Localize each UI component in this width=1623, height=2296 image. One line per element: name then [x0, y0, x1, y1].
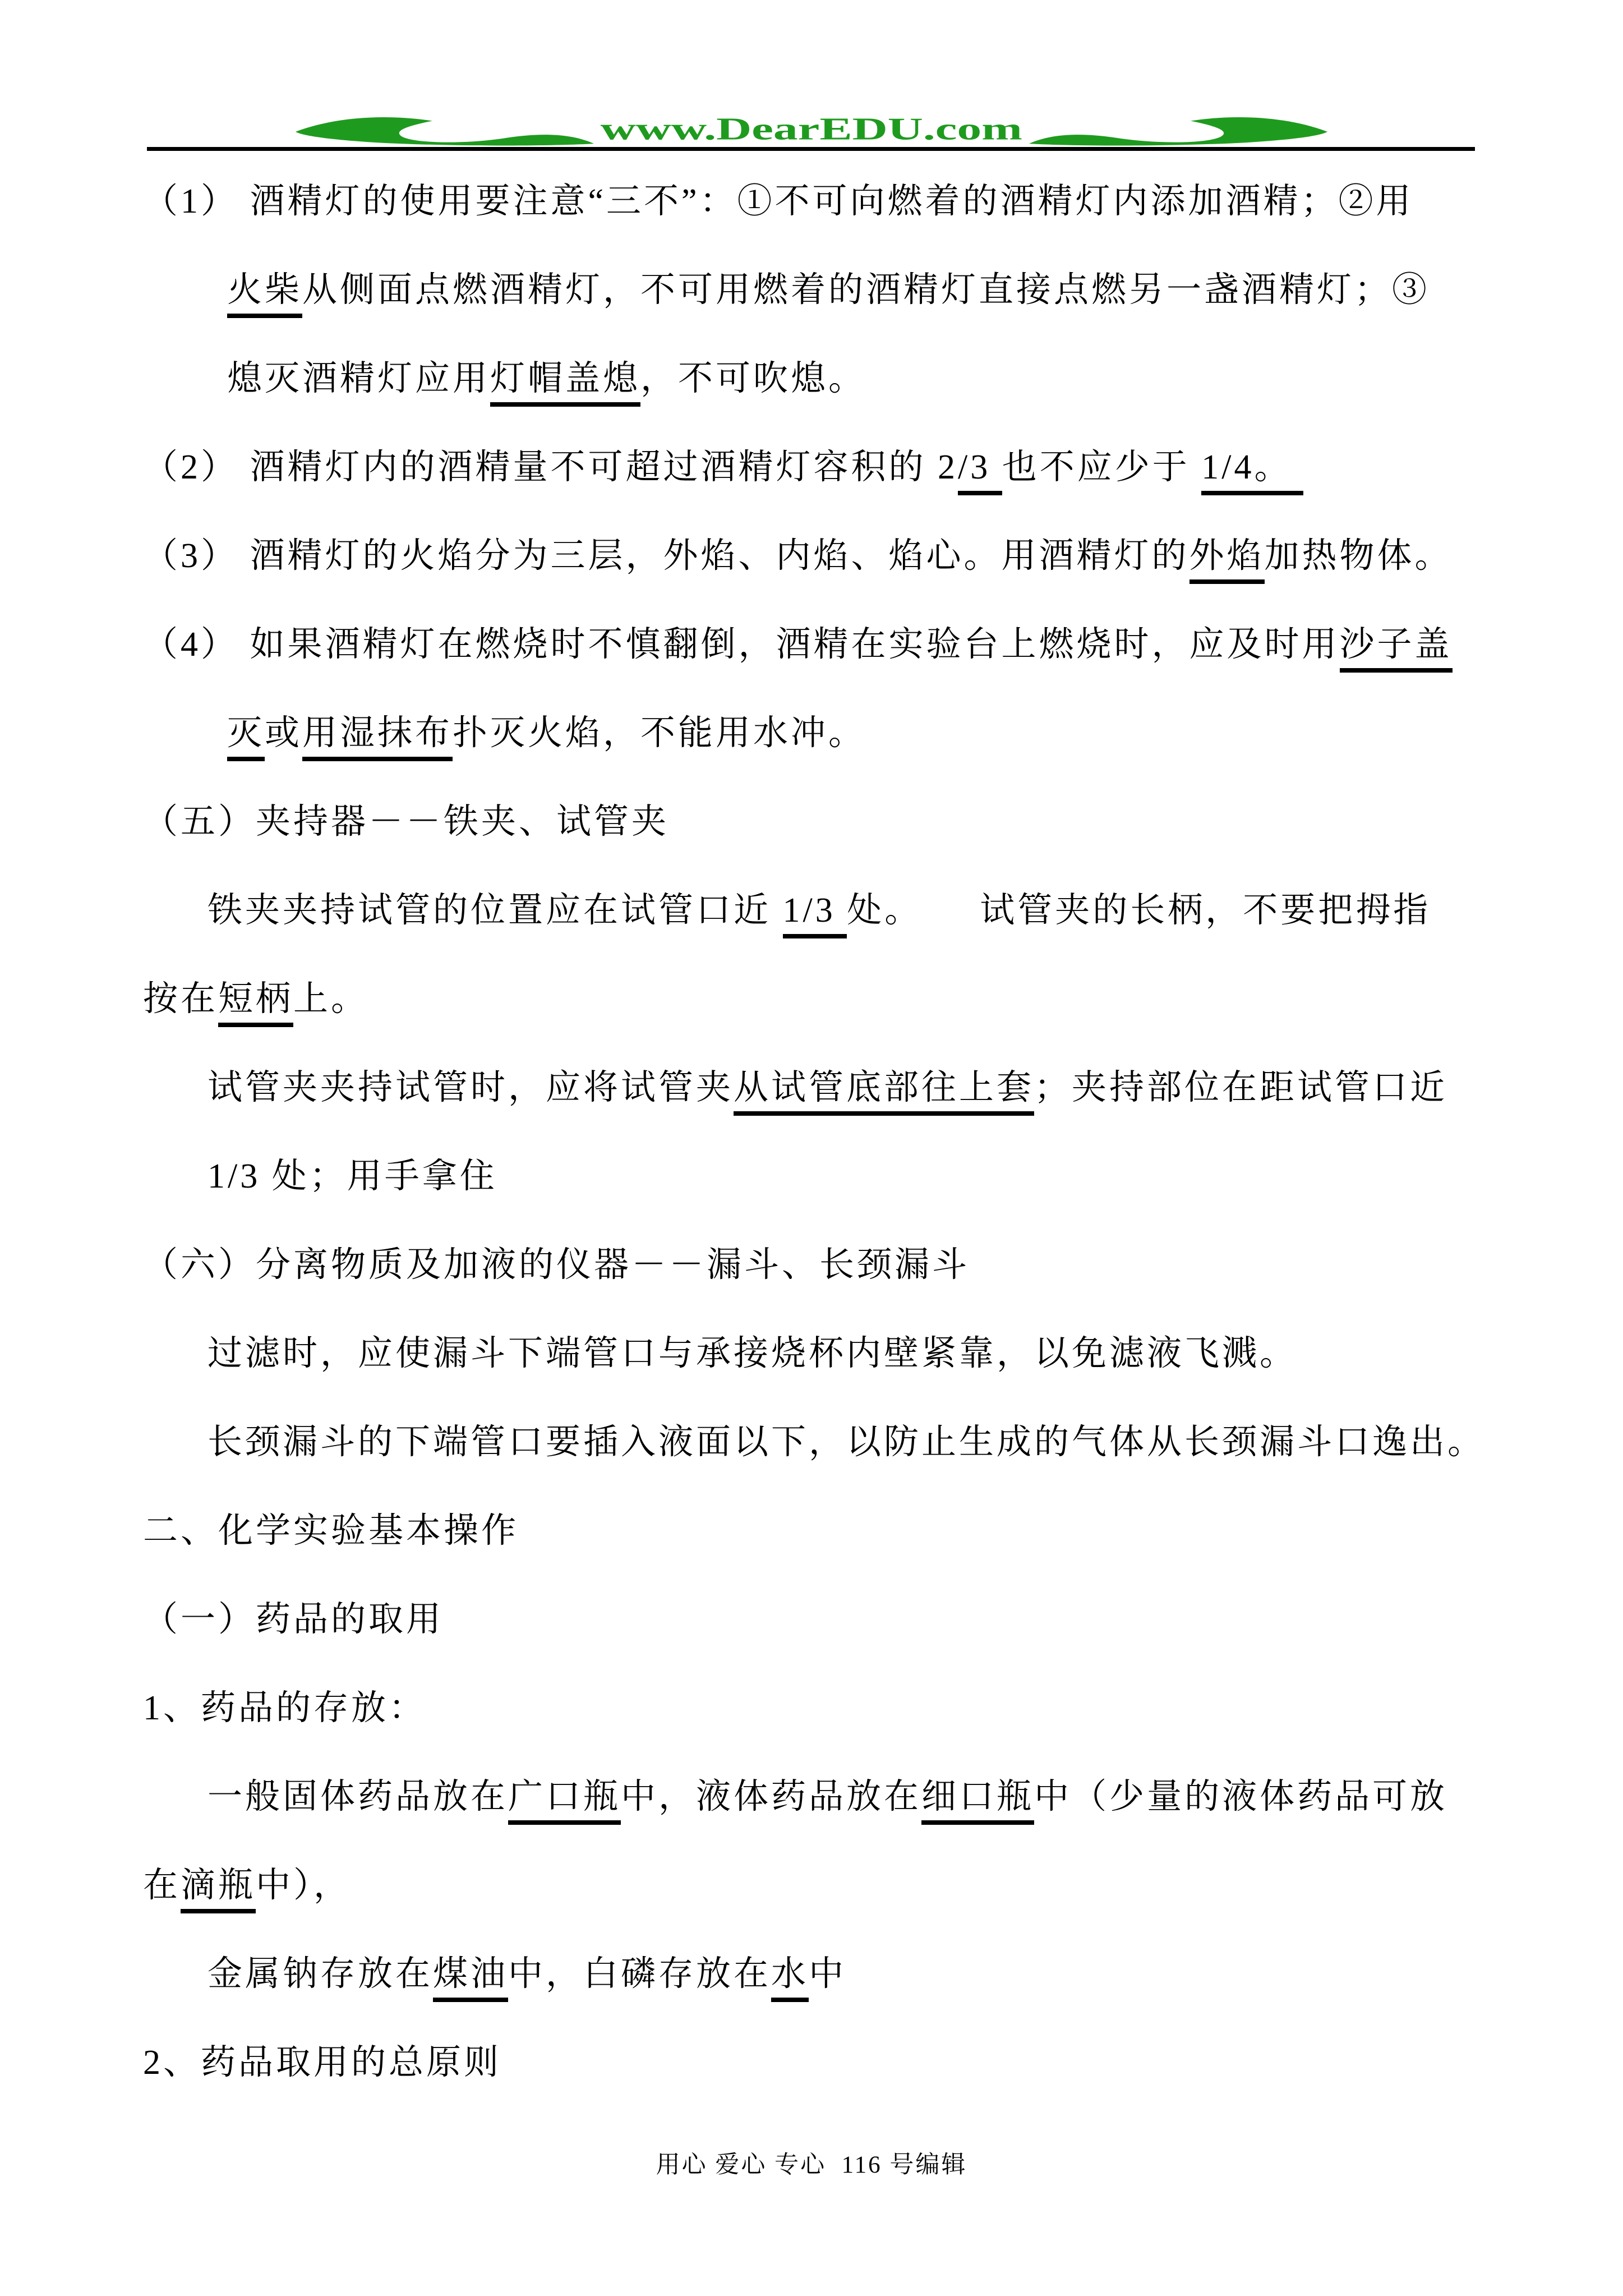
- text-line: [0, 1841, 1623, 1930]
- text-line: [0, 1487, 1623, 1575]
- logo-swoosh-right-icon: [1027, 113, 1330, 146]
- underlined-text: 1/4。: [1201, 448, 1303, 495]
- text-run: （4） 如果酒精灯在燃烧时不慎翻倒，酒精在实验台上燃烧时，应及时用: [143, 625, 1340, 664]
- text-run: 一般固体药品放在: [208, 1778, 509, 1816]
- text-run: 加热物体。: [1264, 537, 1453, 575]
- underlined-text: 广口瓶: [508, 1778, 621, 1825]
- text-run: 1、药品的存放：: [143, 1689, 427, 1727]
- text-line: [0, 1221, 1623, 1309]
- text-run: 金属钠存放在: [208, 1955, 434, 1993]
- text-run: 中，白磷存放在: [508, 1955, 772, 1993]
- text-run: （2） 酒精灯内的酒精量不可超过酒精灯容积的 2: [143, 448, 958, 486]
- document-lines: [0, 157, 1623, 2107]
- text-line: [0, 689, 1623, 777]
- text-line: [0, 1930, 1623, 2018]
- underlined-text: 沙子盖: [1340, 625, 1453, 673]
- site-logo: [0, 110, 1623, 149]
- logo-text: www.DearEDU.com: [600, 112, 1023, 147]
- text-line: [0, 1752, 1623, 1841]
- text-run: ，不可吹熄。: [640, 360, 866, 398]
- text-run: 处。 试管夹的长柄，不要把拇指: [847, 891, 1431, 930]
- text-line: [0, 1664, 1623, 1752]
- text-run: 扑灭火焰，不能用水冲。: [453, 714, 866, 752]
- underlined-text: 短柄: [218, 980, 293, 1027]
- underlined-text: 细口瓶: [921, 1778, 1034, 1825]
- text-run: 中），: [256, 1866, 352, 1904]
- text-run: 长颈漏斗的下端管口要插入液面以下，以防止生成的气体从长颈漏斗口逸出。: [208, 1423, 1486, 1461]
- underlined-text: 滴瓶: [181, 1866, 256, 1913]
- text-run: 铁夹夹持试管的位置应在试管口近: [208, 891, 783, 930]
- text-run: 中，液体药品放在: [621, 1778, 922, 1816]
- underlined-text: 用湿抹布: [302, 714, 453, 761]
- text-line: [0, 866, 1623, 955]
- text-run: 1/3 处；用手拿住: [208, 1157, 497, 1195]
- text-line: [0, 1309, 1623, 1398]
- text-run: （3） 酒精灯的火焰分为三层，外焰、内焰、焰心。用酒精灯的: [143, 537, 1189, 575]
- text-run: （六）分离物质及加液的仪器－－漏斗、长颈漏斗: [143, 1246, 970, 1284]
- header-divider: [147, 147, 1475, 151]
- text-run: 试管夹夹持试管时，应将试管夹: [208, 1069, 734, 1107]
- logo-swoosh-left-icon: [293, 113, 596, 146]
- text-line: [0, 600, 1623, 689]
- underlined-text: 从试管底部往上套: [734, 1069, 1034, 1116]
- underlined-text: 1/3: [783, 891, 847, 938]
- text-line: [0, 1575, 1623, 1664]
- footer-note: 用心 爱心 专心 116 号编辑: [656, 2152, 967, 2178]
- text-run: （一）药品的取用: [143, 1600, 444, 1639]
- text-line: [0, 955, 1623, 1043]
- text-run: 中: [809, 1955, 847, 1993]
- text-run: （1） 酒精灯的使用要注意“三不”：①不可向燃着的酒精灯内添加酒精；②用: [143, 182, 1414, 220]
- text-line: [0, 1043, 1623, 1132]
- text-run: 熄灭酒精灯应用: [227, 360, 491, 398]
- text-run: 或: [265, 714, 303, 752]
- text-run: 也不应少于: [1002, 448, 1202, 486]
- text-run: ；夹持部位在距试管口近: [1034, 1069, 1448, 1107]
- text-run: （五）夹持器－－铁夹、试管夹: [143, 803, 670, 841]
- text-run: 从侧面点燃酒精灯，不可用燃着的酒精灯直接点燃另一盏酒精灯；③: [302, 271, 1430, 309]
- text-line: [0, 2018, 1623, 2107]
- text-run: 按在: [143, 980, 219, 1018]
- text-run: 过滤时，应使漏斗下端管口与承接烧杯内壁紧靠，以免滤液飞溅。: [208, 1335, 1298, 1373]
- underlined-text: 水: [771, 1955, 809, 2002]
- text-line: [0, 246, 1623, 334]
- text-line: [0, 157, 1623, 246]
- text-line: [0, 423, 1623, 512]
- text-run: 在: [143, 1866, 181, 1904]
- text-run: 2、药品取用的总原则: [143, 2044, 502, 2082]
- text-line: [0, 1132, 1623, 1221]
- underlined-text: 外焰: [1189, 537, 1265, 584]
- text-run: 中（少量的液体药品可放: [1034, 1778, 1448, 1816]
- underlined-text: 火柴: [227, 271, 302, 318]
- text-line: [0, 1398, 1623, 1487]
- text-run: 上。: [293, 980, 369, 1018]
- text-line: [0, 512, 1623, 600]
- text-line: [0, 777, 1623, 866]
- underlined-text: 灯帽盖熄: [490, 360, 640, 407]
- underlined-text: 煤油: [433, 1955, 508, 2002]
- underlined-text: /3: [958, 448, 1002, 495]
- text-line: [0, 334, 1623, 423]
- text-run: 二、化学实验基本操作: [143, 1512, 519, 1550]
- underlined-text: 灭: [227, 714, 265, 761]
